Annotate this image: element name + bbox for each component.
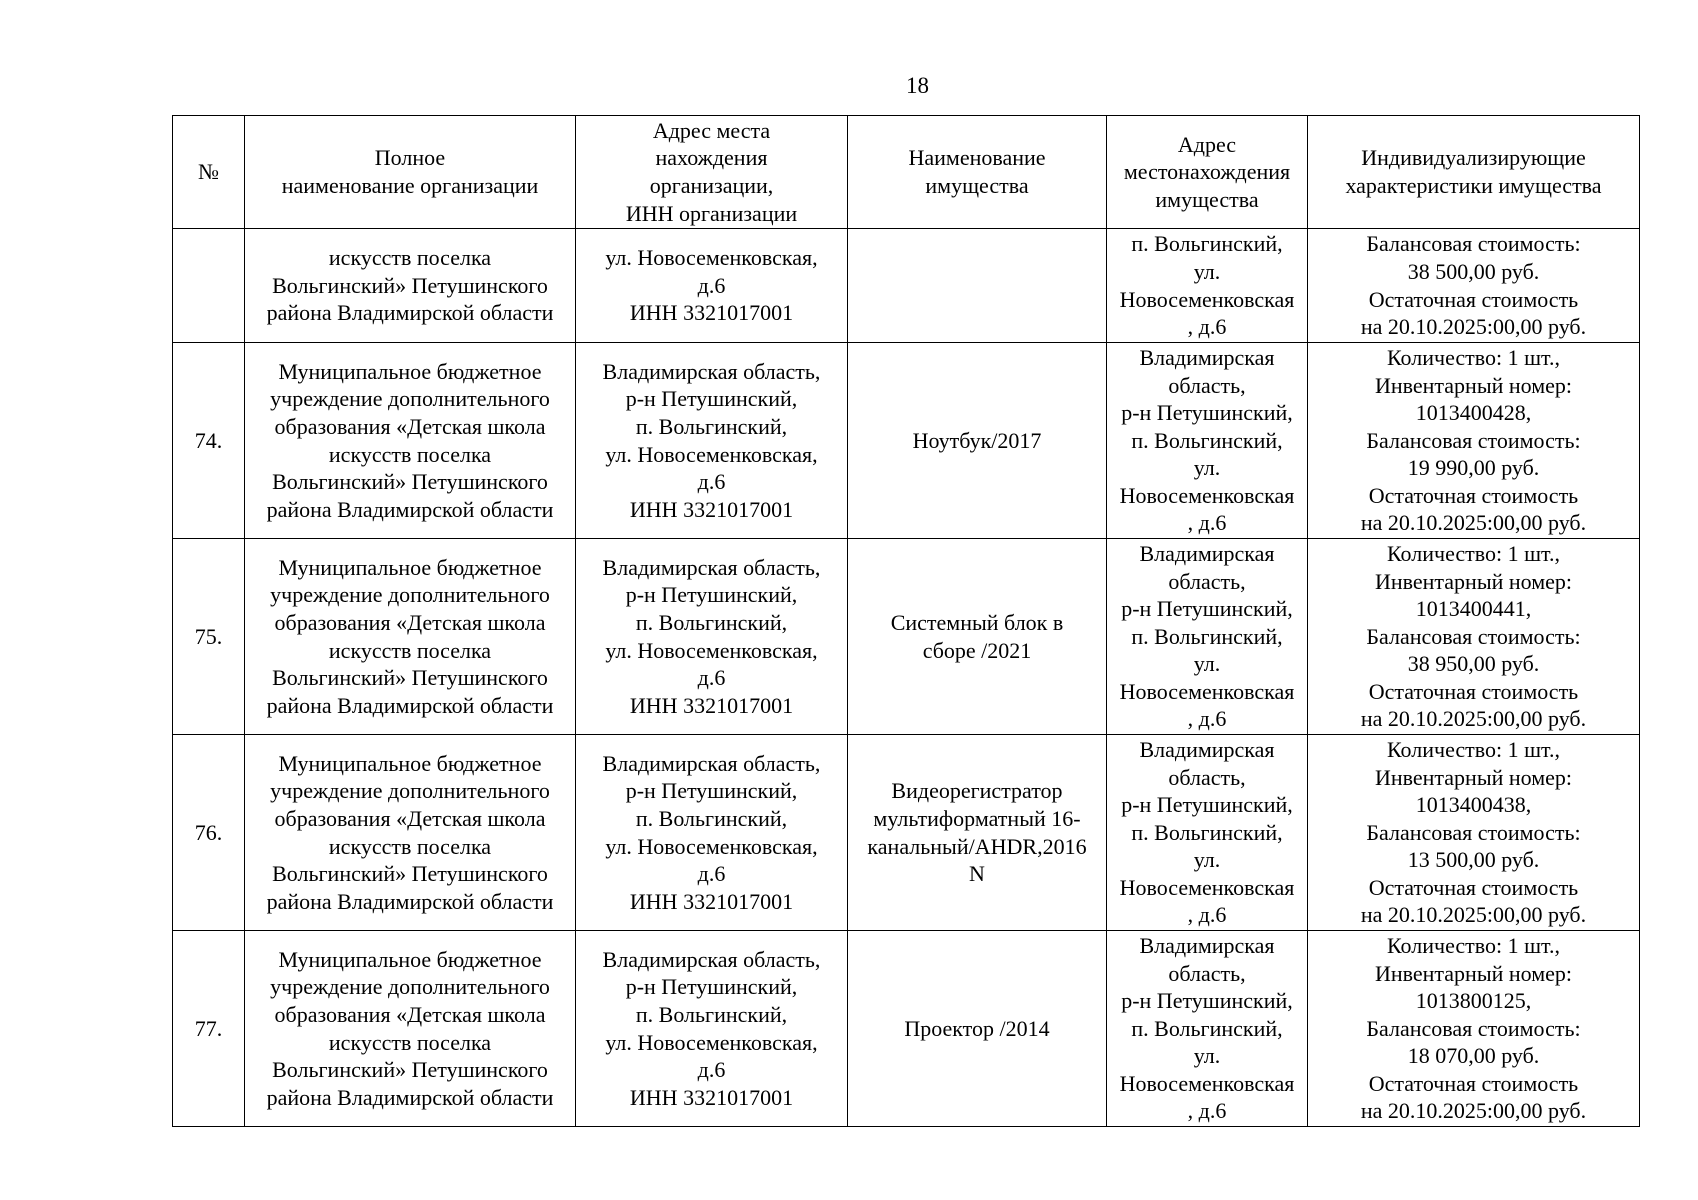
header-number: №	[173, 116, 245, 229]
page-number: 18	[906, 73, 929, 98]
cell-org-address: ул. Новосеменковская, д.6 ИНН 3321017001	[576, 229, 848, 343]
header-org-name: Полное наименование организации	[245, 116, 576, 229]
cell-number: 77.	[173, 931, 245, 1127]
cell-org-address: Владимирская область, р-н Петушинский, п. Вольгинский, ул. Новосеменковская, д.6 ИНН 3321017001	[576, 735, 848, 931]
table-row	[173, 931, 1640, 1127]
property-registry-table	[172, 115, 1640, 1127]
header-property-address: Адрес местонахождения имущества	[1107, 116, 1308, 229]
cell-property-address: п. Вольгинский, ул. Новосеменковская , д.6	[1107, 229, 1308, 343]
cell-property-address: Владимирская область, р-н Петушинский, п. Вольгинский, ул. Новосеменковская , д.6	[1107, 343, 1308, 539]
cell-property-name: Ноутбук/2017	[848, 343, 1107, 539]
cell-number: 75.	[173, 539, 245, 735]
cell-number: 76.	[173, 735, 245, 931]
cell-org-name: искусств поселка Вольгинский» Петушинского района Владимирской области	[245, 229, 576, 343]
table-row	[173, 539, 1640, 735]
cell-org-name: Муниципальное бюджетное учреждение дополнительного образования «Детская школа искусств поселка Вольгинский» Петушинского района Владимирской области	[245, 735, 576, 931]
cell-org-name: Муниципальное бюджетное учреждение дополнительного образования «Детская школа искусств поселка Вольгинский» Петушинского района Владимирской области	[245, 343, 576, 539]
cell-number	[173, 229, 245, 343]
cell-number: 74.	[173, 343, 245, 539]
table-row	[173, 735, 1640, 931]
cell-property-details: Количество: 1 шт., Инвентарный номер: 1013400428, Балансовая стоимость: 19 990,00 руб. Остаточная стоимость на 20.10.2025:00,00 руб.	[1308, 343, 1640, 539]
cell-property-details: Балансовая стоимость: 38 500,00 руб. Остаточная стоимость на 20.10.2025:00,00 руб.	[1308, 229, 1640, 343]
cell-org-address: Владимирская область, р-н Петушинский, п. Вольгинский, ул. Новосеменковская, д.6 ИНН 3321017001	[576, 539, 848, 735]
cell-property-details: Количество: 1 шт., Инвентарный номер: 1013400441, Балансовая стоимость: 38 950,00 руб. Остаточная стоимость на 20.10.2025:00,00 руб.	[1308, 539, 1640, 735]
header-org-address: Адрес места нахождения организации, ИНН организации	[576, 116, 848, 229]
cell-org-address: Владимирская область, р-н Петушинский, п. Вольгинский, ул. Новосеменковская, д.6 ИНН 3321017001	[576, 343, 848, 539]
cell-property-details: Количество: 1 шт., Инвентарный номер: 1013400438, Балансовая стоимость: 13 500,00 руб. Остаточная стоимость на 20.10.2025:00,00 руб.	[1308, 735, 1640, 931]
cell-property-address: Владимирская область, р-н Петушинский, п. Вольгинский, ул. Новосеменковская , д.6	[1107, 539, 1308, 735]
cell-property-details: Количество: 1 шт., Инвентарный номер: 1013800125, Балансовая стоимость: 18 070,00 руб. Остаточная стоимость на 20.10.2025:00,00 руб.	[1308, 931, 1640, 1127]
cell-property-address: Владимирская область, р-н Петушинский, п. Вольгинский, ул. Новосеменковская , д.6	[1107, 735, 1308, 931]
table-header-row	[173, 116, 1640, 229]
cell-property-name: Проектор /2014	[848, 931, 1107, 1127]
cell-property-address: Владимирская область, р-н Петушинский, п. Вольгинский, ул. Новосеменковская , д.6	[1107, 931, 1308, 1127]
cell-property-name	[848, 229, 1107, 343]
table-row	[173, 343, 1640, 539]
cell-org-name: Муниципальное бюджетное учреждение дополнительного образования «Детская школа искусств поселка Вольгинский» Петушинского района Владимирской области	[245, 931, 576, 1127]
cell-org-name: Муниципальное бюджетное учреждение дополнительного образования «Детская школа искусств поселка Вольгинский» Петушинского района Владимирской области	[245, 539, 576, 735]
header-property-name: Наименование имущества	[848, 116, 1107, 229]
cell-org-address: Владимирская область, р-н Петушинский, п. Вольгинский, ул. Новосеменковская, д.6 ИНН 3321017001	[576, 931, 848, 1127]
header-property-details: Индивидуализирующие характеристики имущества	[1308, 116, 1640, 229]
table-row-continuation	[173, 229, 1640, 343]
cell-property-name: Видеорегистратор мультиформатный 16- канальный/AHDR,2016 N	[848, 735, 1107, 931]
cell-property-name: Системный блок в сборе /2021	[848, 539, 1107, 735]
